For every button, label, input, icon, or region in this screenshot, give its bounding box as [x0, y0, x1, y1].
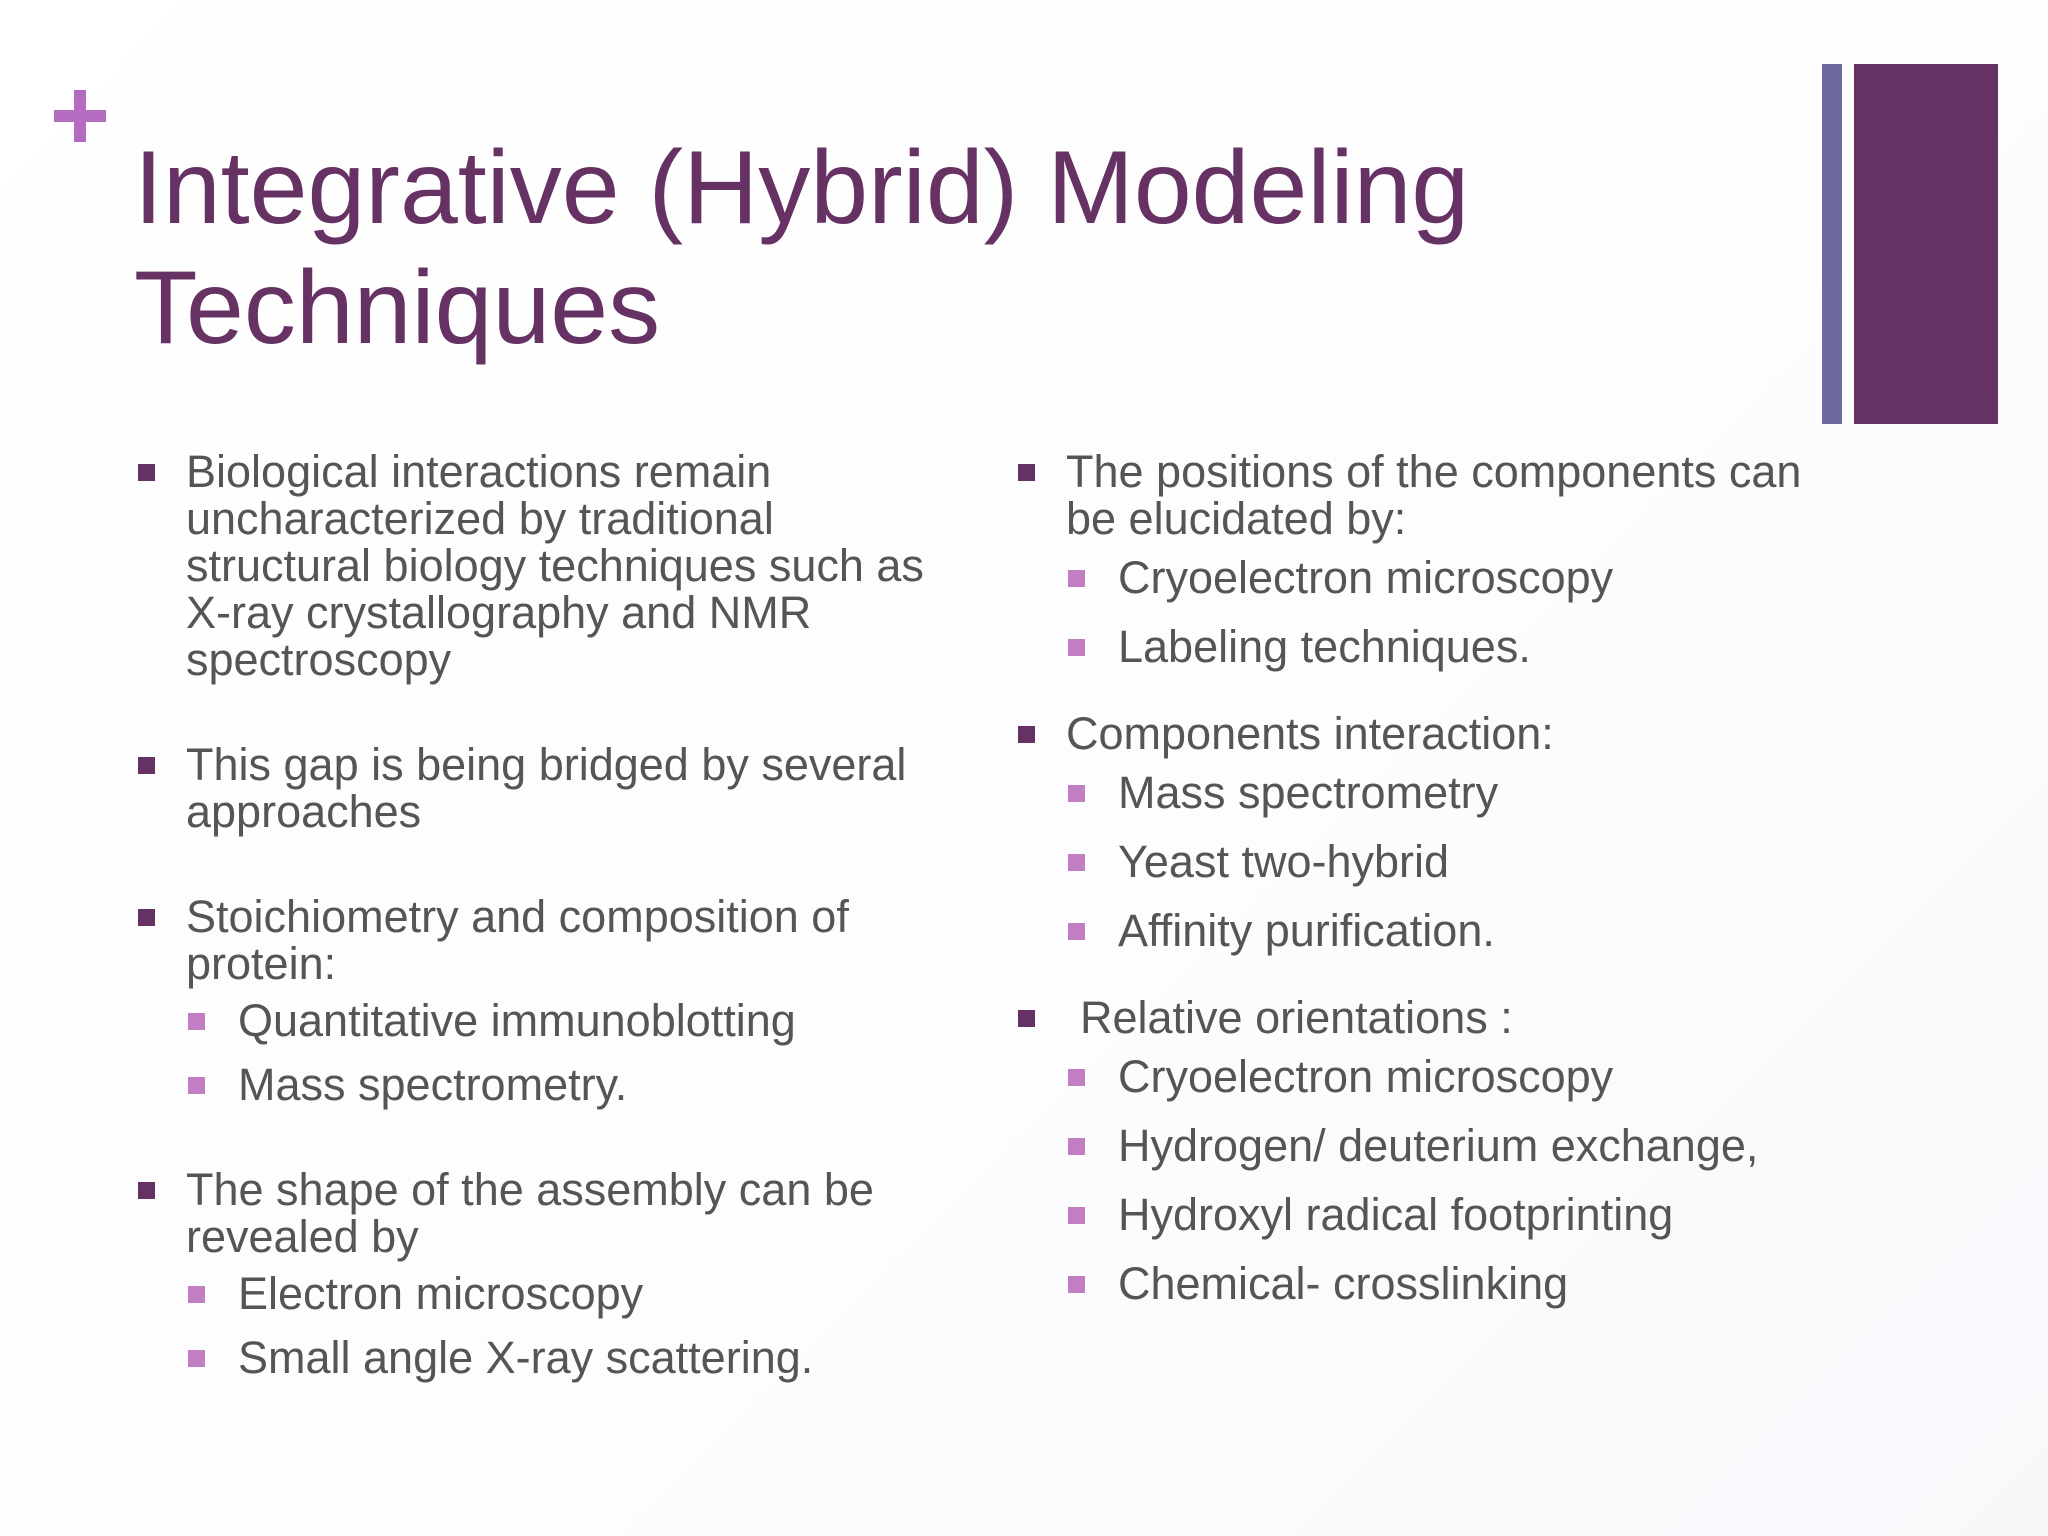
sub-bullet-item — [186, 997, 956, 1044]
square-bullet-icon — [1068, 923, 1085, 940]
square-bullet-icon — [1068, 854, 1085, 871]
square-bullet-icon — [1068, 1069, 1085, 1086]
square-bullet-icon — [138, 464, 155, 481]
accent-bar-thin — [1822, 64, 1842, 424]
bullet-text: The positions of the components can be elucidated by: — [1066, 446, 1802, 544]
sub-bullet-text: Chemical- crosslinking — [1118, 1258, 1569, 1309]
square-bullet-icon — [188, 1013, 205, 1030]
sub-bullet-text: Cryoelectron microscopy — [1118, 552, 1614, 603]
sub-bullet-text: Mass spectrometry — [1118, 767, 1499, 818]
bullet-text: The shape of the assembly can be revealed by — [186, 1164, 874, 1262]
square-bullet-icon — [1068, 639, 1085, 656]
square-bullet-icon — [138, 1182, 155, 1199]
sub-bullet-item — [186, 1334, 956, 1381]
square-bullet-icon — [1018, 464, 1035, 481]
bullet-item-gap-bridged — [136, 741, 956, 835]
sub-bullet-text: Mass spectrometry. — [238, 1059, 628, 1110]
bullet-text: Stoichiometry and composition of protein: — [186, 891, 849, 989]
square-bullet-icon — [188, 1350, 205, 1367]
square-bullet-icon — [1068, 1138, 1085, 1155]
sub-bullet-item — [1066, 554, 1806, 601]
sub-bullet-item — [186, 1270, 956, 1317]
sub-list — [1066, 554, 1806, 670]
bullet-item-components-interaction — [1016, 710, 1806, 954]
sub-bullet-item — [1066, 907, 1806, 954]
sub-bullet-text: Quantitative immunoblotting — [238, 995, 796, 1046]
square-bullet-icon — [138, 757, 155, 774]
sub-bullet-item — [1066, 1191, 1806, 1238]
bullet-item-stoichiometry — [136, 893, 956, 1108]
sub-list — [1066, 1053, 1806, 1307]
accent-bar-thick — [1854, 64, 1998, 424]
sub-bullet-text: Affinity purification. — [1118, 905, 1495, 956]
square-bullet-icon — [188, 1077, 205, 1094]
bullet-item-component-positions — [1016, 448, 1806, 670]
plus-icon — [54, 90, 106, 142]
bullet-item-assembly-shape — [136, 1166, 956, 1381]
bullet-item-biological-interactions — [136, 448, 956, 683]
sub-list — [186, 997, 956, 1108]
square-bullet-icon — [1068, 1207, 1085, 1224]
sub-bullet-item — [1066, 1260, 1806, 1307]
sub-bullet-text: Small angle X-ray scattering. — [238, 1332, 814, 1383]
square-bullet-icon — [138, 909, 155, 926]
sub-bullet-item — [1066, 1122, 1806, 1169]
bullet-text: Biological interactions remain uncharacterized by traditional structural biology techniques such as X-ray crystallography and NMR spectroscopy — [186, 446, 924, 685]
bullet-text: Components interaction: — [1066, 708, 1554, 759]
slide-title: Integrative (Hybrid) Modeling Techniques — [134, 130, 1470, 366]
bullet-text: Relative orientations : — [1080, 992, 1513, 1043]
sub-list — [186, 1270, 956, 1381]
sub-bullet-text: Electron microscopy — [238, 1268, 644, 1319]
sub-bullet-item — [1066, 623, 1806, 670]
sub-bullet-text: Labeling techniques. — [1118, 621, 1531, 672]
square-bullet-icon — [1018, 726, 1035, 743]
square-bullet-icon — [1068, 1276, 1085, 1293]
square-bullet-icon — [1018, 1010, 1035, 1027]
sub-bullet-item — [1066, 769, 1806, 816]
square-bullet-icon — [1068, 785, 1085, 802]
sub-bullet-text: Hydroxyl radical footprinting — [1118, 1189, 1674, 1240]
sub-bullet-item — [186, 1061, 956, 1108]
sub-bullet-text: Yeast two-hybrid — [1118, 836, 1450, 887]
sub-bullet-item — [1066, 838, 1806, 885]
sub-bullet-item — [1066, 1053, 1806, 1100]
square-bullet-icon — [1068, 570, 1085, 587]
sub-list — [1066, 769, 1806, 954]
right-column — [1016, 448, 1806, 1347]
left-column — [136, 448, 956, 1439]
square-bullet-icon — [188, 1286, 205, 1303]
bullet-item-relative-orientations — [1016, 994, 1806, 1307]
sub-bullet-text: Hydrogen/ deuterium exchange, — [1118, 1120, 1759, 1171]
sub-bullet-text: Cryoelectron microscopy — [1118, 1051, 1614, 1102]
bullet-text: This gap is being bridged by several approaches — [186, 739, 907, 837]
